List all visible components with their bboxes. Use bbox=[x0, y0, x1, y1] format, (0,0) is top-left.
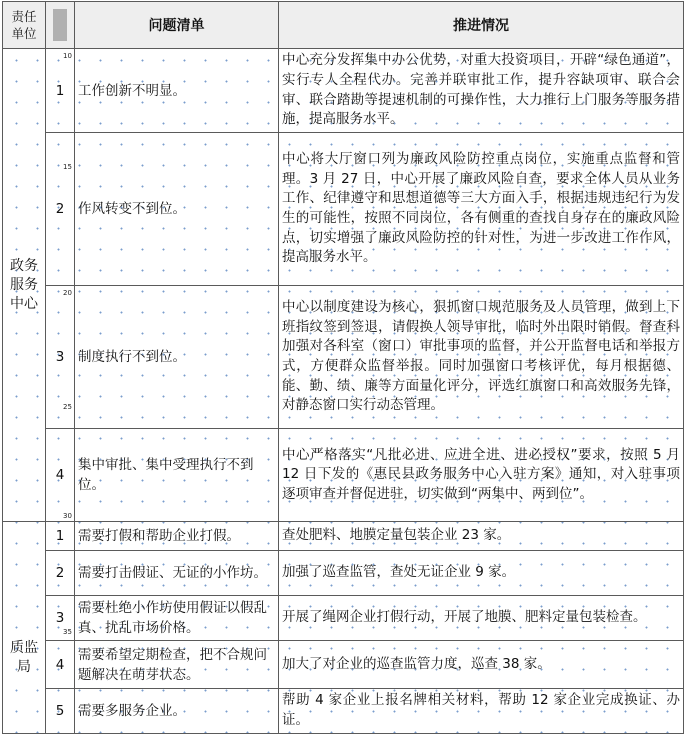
issue-cell: 制度执行不到位。 bbox=[75, 286, 279, 429]
progress-cell: 中心以制度建设为核心，狠抓窗口规范服务及人员管理，做到上下班指纹签到签退，请假换人领导审批，临时外出限时销假。督查科加强对各科室（窗口）审批事项的监督，并公开监督电话和举报方式，方便群众监督举报。同时加强窗口考核评优，每月根据德、能、勤、绩、廉等方面量化评分，评选红旗窗口和高效服务先锋，对静态窗口实行动态管理。 bbox=[279, 286, 684, 429]
header-number-shade bbox=[53, 9, 67, 41]
issue-progress-table bbox=[2, 1, 684, 734]
row-number: 15 2 bbox=[46, 133, 75, 286]
issue-cell: 集中审批、集中受理执行不到位。 bbox=[75, 429, 279, 522]
progress-cell: 加强了巡查监管，查处无证企业 9 家。 bbox=[279, 551, 684, 596]
table-row bbox=[3, 551, 684, 596]
unit-line: 服务 bbox=[10, 276, 38, 293]
row-number: 4 bbox=[46, 641, 75, 689]
row-number: 20 25 3 bbox=[46, 286, 75, 429]
unit-line: 质监 bbox=[10, 639, 38, 656]
issue-cell: 需要多服务企业。 bbox=[75, 689, 279, 734]
progress-cell: 开展了绳网企业打假行动，开展了地膜、肥料定量包装检查。 bbox=[279, 596, 684, 641]
table-row bbox=[3, 286, 684, 429]
progress-cell: 中心严格落实“凡批必进、应进全进、进必授权”要求，按照 5 月 12 日下发的《惠民县政务服务中心入驻方案》通知，对入驻事项逐项审查并督促进驻，切实做到“两集中、两到位”。 bbox=[279, 429, 684, 522]
line-number: 10 bbox=[63, 52, 72, 60]
line-number: 35 bbox=[63, 628, 72, 636]
progress-cell: 加大了对企业的巡查监管力度，巡查 38 家。 bbox=[279, 641, 684, 689]
issue-cell: 需要打假和帮助企业打假。 bbox=[75, 522, 279, 551]
issue-cell: 需要打击假证、无证的小作坊。 bbox=[75, 551, 279, 596]
row-number: 2 bbox=[46, 551, 75, 596]
header-progress: 推进情况 bbox=[279, 2, 684, 49]
table-row bbox=[3, 522, 684, 551]
row-number: 30 4 bbox=[46, 429, 75, 522]
header-issue-list: 问题清单 bbox=[75, 2, 279, 49]
line-number: 25 bbox=[63, 403, 72, 411]
unit-line: 政务 bbox=[10, 257, 38, 274]
table-row bbox=[3, 689, 684, 734]
issue-cell: 需要杜绝小作坊使用假证以假乱真、扰乱市场价格。 bbox=[75, 596, 279, 641]
table-row bbox=[3, 641, 684, 689]
row-number: 5 bbox=[46, 689, 75, 734]
table-row bbox=[3, 429, 684, 522]
header-unit bbox=[3, 2, 46, 49]
unit-cell-quality-bureau bbox=[3, 522, 46, 734]
unit-cell-center bbox=[3, 49, 46, 522]
table-row bbox=[3, 596, 684, 641]
issue-cell: 需要希望定期检查，把不合规问题解决在萌芽状态。 bbox=[75, 641, 279, 689]
table-row bbox=[3, 49, 684, 133]
line-number: 30 bbox=[63, 512, 72, 520]
table-row bbox=[3, 133, 684, 286]
header-number bbox=[46, 2, 75, 49]
progress-cell: 中心充分发挥集中办公优势，对重大投资项目，开辟“绿色通道”，实行专人全程代办。完善并联审批工作，提升容缺项审、联合会审、联合踏勘等提速机制的可操作性，大力推行上门服务等服务措施，提高服务水平。 bbox=[279, 49, 684, 133]
progress-cell: 帮助 4 家企业上报名牌相关材料，帮助 12 家企业完成换证、办证。 bbox=[279, 689, 684, 734]
line-number: 15 bbox=[63, 163, 72, 171]
row-number: 10 1 bbox=[46, 49, 75, 133]
unit-line: 中心 bbox=[10, 295, 38, 312]
issue-cell: 工作创新不明显。 bbox=[75, 49, 279, 133]
issue-cell: 作风转变不到位。 bbox=[75, 133, 279, 286]
row-number: 35 3 bbox=[46, 596, 75, 641]
row-number: 1 bbox=[46, 522, 75, 551]
header-unit-line2: 单位 bbox=[11, 26, 37, 41]
header-row bbox=[3, 2, 684, 49]
progress-cell: 查处肥料、地膜定量包装企业 23 家。 bbox=[279, 522, 684, 551]
header-unit-line1: 责任 bbox=[11, 9, 37, 24]
line-number: 20 bbox=[63, 289, 72, 297]
progress-cell: 中心将大厅窗口列为廉政风险防控重点岗位，实施重点监督和管理。3 月 27 日，中心开展了廉政风险自查，要求全体人员从业务工作、纪律遵守和思想道德等三大方面入手，根据违规违纪行为发生的可能性，按照不同岗位，各有侧重的查找自身存在的廉政风险点，切实增强了廉政风险防控的针对性，为进一步改进工作作风，提高服务水平。 bbox=[279, 133, 684, 286]
unit-line: 局 bbox=[17, 658, 31, 675]
